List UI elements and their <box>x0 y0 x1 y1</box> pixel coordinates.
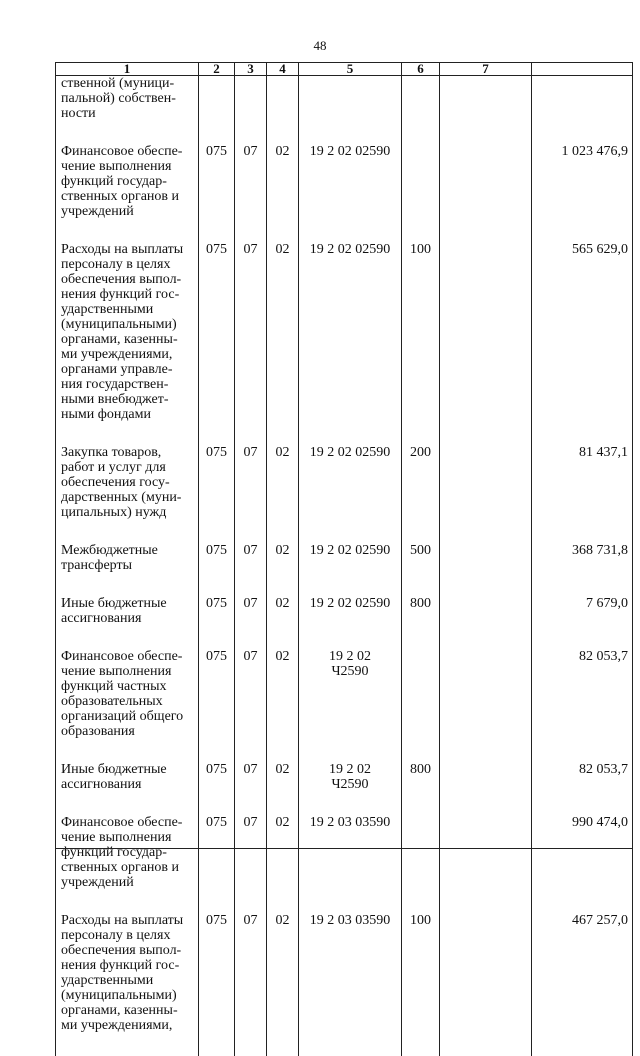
cell-ministry-code: 075 <box>199 144 235 242</box>
cell-subsection: 02 <box>267 445 299 543</box>
cell-subsection: 02 <box>267 242 299 445</box>
table-row <box>56 144 633 242</box>
cell-section: 07 <box>235 649 267 762</box>
header-col-8 <box>532 63 633 76</box>
cell-ministry-code: 075 <box>199 649 235 762</box>
table-body <box>56 76 633 1056</box>
cell-subsection: 02 <box>267 815 299 913</box>
table-row <box>56 445 633 543</box>
cell-target-article: 19 2 03 03590 <box>299 913 402 1056</box>
header-col-7: 7 <box>440 63 532 76</box>
header-col-6: 6 <box>402 63 440 76</box>
cell-expense-type: 100 <box>402 242 440 445</box>
cell-expense-type <box>402 815 440 913</box>
cell-name: Расходы на выплаты персоналу в целях обеспечения выпол- нения функций гос- ударственными (муниципальными) органами, казенны- ми учреждениями, <box>56 913 199 1056</box>
header-col-1: 1 <box>56 63 199 76</box>
cell-amount: 990 474,0 <box>532 815 633 913</box>
cell-col-7 <box>440 913 532 1056</box>
table-row <box>56 596 633 649</box>
cell-name: Финансовое обеспе- чение выполнения функций государ- ственных органов и учреждений <box>56 815 199 913</box>
cell-subsection: 02 <box>267 649 299 762</box>
cell-expense-type: 800 <box>402 762 440 815</box>
table-row <box>56 543 633 596</box>
cell-amount: 467 257,0 <box>532 913 633 1056</box>
table-row <box>56 649 633 762</box>
cell-amount: 1 023 476,9 <box>532 144 633 242</box>
cell-ministry-code <box>199 76 235 145</box>
cell-name: ственной (муници- пальной) собствен- ности <box>56 76 199 145</box>
cell-section: 07 <box>235 815 267 913</box>
header-col-4: 4 <box>267 63 299 76</box>
table-row <box>56 76 633 145</box>
cell-ministry-code: 075 <box>199 242 235 445</box>
cell-col-7 <box>440 815 532 913</box>
cell-ministry-code: 075 <box>199 543 235 596</box>
cell-expense-type <box>402 144 440 242</box>
cell-amount: 368 731,8 <box>532 543 633 596</box>
cell-name: Иные бюджетные ассигнования <box>56 596 199 649</box>
cell-subsection <box>267 76 299 145</box>
cell-name: Закупка товаров, работ и услуг для обеспечения госу- дарственных (муни- ципальных) нужд <box>56 445 199 543</box>
table-row <box>56 913 633 1056</box>
cell-ministry-code: 075 <box>199 762 235 815</box>
cell-name: Финансовое обеспе- чение выполнения функций частных образовательных организаций общего образования <box>56 649 199 762</box>
cell-col-7 <box>440 445 532 543</box>
cell-expense-type: 500 <box>402 543 440 596</box>
cell-target-article: 19 2 03 03590 <box>299 815 402 913</box>
cell-subsection: 02 <box>267 913 299 1056</box>
cell-section: 07 <box>235 445 267 543</box>
cell-ministry-code: 075 <box>199 445 235 543</box>
cell-section: 07 <box>235 596 267 649</box>
cell-expense-type <box>402 649 440 762</box>
table-row <box>56 762 633 815</box>
cell-amount: 82 053,7 <box>532 762 633 815</box>
cell-col-7 <box>440 242 532 445</box>
cell-ministry-code: 075 <box>199 815 235 913</box>
cell-subsection: 02 <box>267 596 299 649</box>
cell-target-article: 19 2 02 02590 <box>299 242 402 445</box>
cell-name: Иные бюджетные ассигнования <box>56 762 199 815</box>
cell-amount: 82 053,7 <box>532 649 633 762</box>
cell-section: 07 <box>235 913 267 1056</box>
cell-name: Расходы на выплаты персоналу в целях обеспечения выпол- нения функций гос- ударственными (муниципальными) органами, казенны- ми учреждениями, органами управле- ния государствен- ными внебюджет- ными фондами <box>56 242 199 445</box>
cell-subsection: 02 <box>267 762 299 815</box>
cell-ministry-code: 075 <box>199 913 235 1056</box>
header-col-2: 2 <box>199 63 235 76</box>
cell-target-article: 19 2 02 02590 <box>299 543 402 596</box>
table-header-row <box>56 63 633 76</box>
cell-col-7 <box>440 596 532 649</box>
cell-target-article: 19 2 02 02590 <box>299 445 402 543</box>
cell-section: 07 <box>235 543 267 596</box>
cell-col-7 <box>440 144 532 242</box>
cell-col-7 <box>440 762 532 815</box>
cell-amount: 565 629,0 <box>532 242 633 445</box>
cell-amount <box>532 76 633 145</box>
cell-target-article <box>299 76 402 145</box>
cell-expense-type <box>402 76 440 145</box>
cell-col-7 <box>440 543 532 596</box>
page-number: 48 <box>0 38 640 54</box>
cell-target-article: 19 2 02 Ч2590 <box>299 762 402 815</box>
cell-col-7 <box>440 76 532 145</box>
table-bottom-border <box>55 848 632 849</box>
cell-col-7 <box>440 649 532 762</box>
cell-name: Финансовое обеспе- чение выполнения функций государ- ственных органов и учреждений <box>56 144 199 242</box>
cell-ministry-code: 075 <box>199 596 235 649</box>
cell-section <box>235 76 267 145</box>
cell-section: 07 <box>235 762 267 815</box>
cell-target-article: 19 2 02 02590 <box>299 596 402 649</box>
cell-name: Межбюджетные трансферты <box>56 543 199 596</box>
cell-section: 07 <box>235 144 267 242</box>
cell-subsection: 02 <box>267 543 299 596</box>
table-row <box>56 815 633 913</box>
table-row <box>56 242 633 445</box>
cell-amount: 81 437,1 <box>532 445 633 543</box>
cell-section: 07 <box>235 242 267 445</box>
cell-expense-type: 200 <box>402 445 440 543</box>
budget-table <box>55 62 633 1056</box>
header-col-3: 3 <box>235 63 267 76</box>
cell-expense-type: 800 <box>402 596 440 649</box>
cell-subsection: 02 <box>267 144 299 242</box>
budget-table-container <box>55 62 632 848</box>
cell-amount: 7 679,0 <box>532 596 633 649</box>
cell-target-article: 19 2 02 Ч2590 <box>299 649 402 762</box>
cell-target-article: 19 2 02 02590 <box>299 144 402 242</box>
cell-expense-type: 100 <box>402 913 440 1056</box>
header-col-5: 5 <box>299 63 402 76</box>
